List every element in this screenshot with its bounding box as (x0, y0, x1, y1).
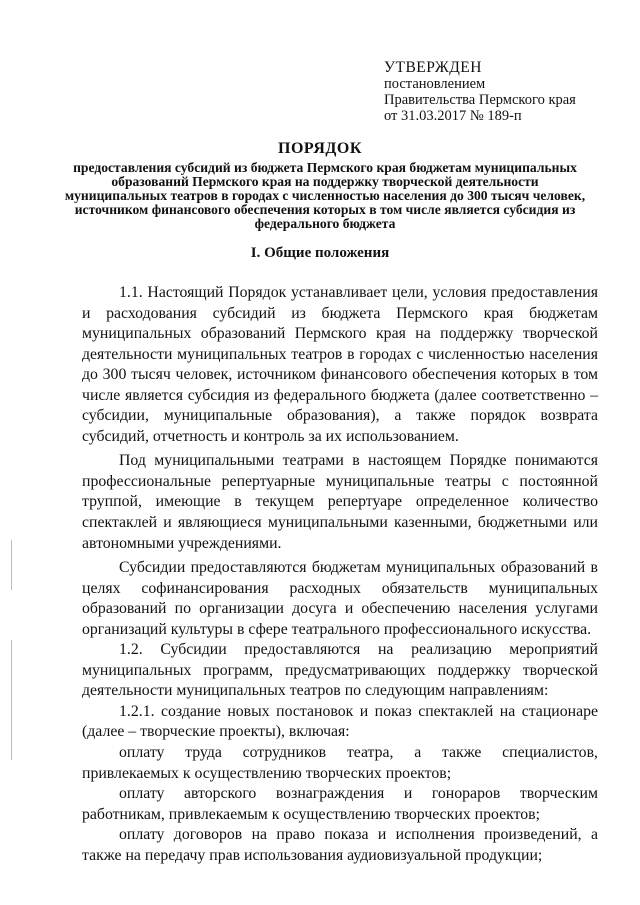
paragraph: Субсидии предоставляются бюджетам муниципальных образований в целях софинансирования расходных обязательств муниципальных образований по организации досуга и обеспечению населения услугами организаций культуры в сфере театрального профессионального искусства. (82, 559, 598, 638)
paragraph: оплату труда сотрудников театра, а также специалистов, привлекаемых к осуществлению творческих проектов; (82, 744, 598, 782)
paragraph: 1.2. Субсидии предоставляются на реализацию мероприятий муниципальных программ, предусматривающих поддержку творческой деятельности муниципальных театров по следующим направлениям: (82, 641, 598, 700)
paragraph: 1.1. Настоящий Порядок устанавливает цели, условия предоставления и расходования субсидий из бюджета Пермского края бюджетам муниципальных образований Пермского края на поддержку творческой деятельности муниципальных театров в городах с численностью населения до 300 тысяч человек, источником финансового обеспечения которых в том числе является субсидия из федерального бюджета (далее соответственно – субсидии, муниципальные образования), а также порядок возврата субсидий, отчетность и контроль за их использованием. (82, 284, 598, 445)
scan-margin-mark (11, 540, 12, 590)
approval-line: Правительства Пермского края (384, 92, 576, 108)
paragraph: Под муниципальными театрами в настоящем Порядке понимаются профессиональные репертуарные муниципальные театры с постоянной труппой, имеющие в текущем репертуаре определенное количество спектаклей и являющиеся муниципальными казенными, бюджетными или автономными учреждениями. (82, 452, 598, 552)
approval-line: постановлением (384, 76, 486, 92)
document-title: ПОРЯДОК (278, 140, 362, 157)
document-subtitle: предоставления субсидий из бюджета Пермского края бюджетам муниципальных образований Пермского края на поддержку творческой деятельности муниципальных театров в городах с численностью населения до 300 тысяч человек, источником финансового обеспечения которых в том числе является субсидия из федерального бюджета (64, 160, 586, 231)
document-body (82, 283, 598, 866)
scan-margin-mark (11, 640, 12, 760)
paragraph: 1.2.1. создание новых постановок и показ спектаклей на стационаре (далее – творческие проекты), включая: (82, 702, 598, 741)
paragraph: оплату договоров на право показа и исполнения произведений, а также на передачу прав использования аудиовизуальной продукции; (82, 826, 598, 864)
section-heading: I. Общие положения (250, 245, 390, 261)
approval-block (384, 60, 576, 124)
approval-line: от 31.03.2017 № 189-п (384, 108, 522, 124)
paragraph: оплату авторского вознаграждения и гонораров творческим работникам, привлекаемым к осуществлению творческих проектов; (82, 785, 598, 823)
approval-heading: УТВЕРЖДЕН (384, 59, 482, 76)
